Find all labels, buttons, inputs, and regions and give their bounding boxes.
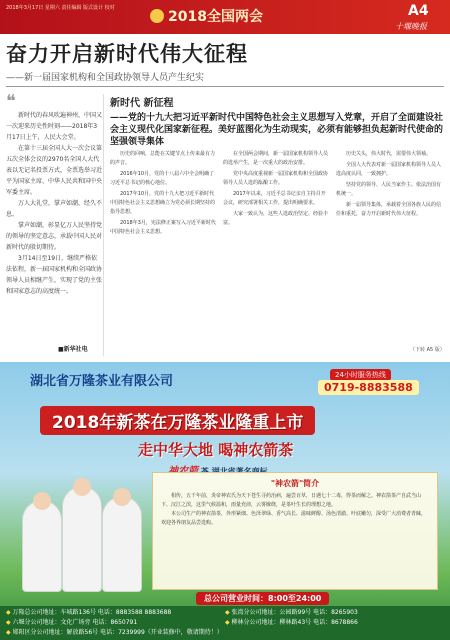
bullet-icon: ◆ [225, 619, 232, 626]
byline: ■新华社电 [58, 346, 88, 353]
article-column [110, 150, 217, 239]
bullet-icon: ◆ [6, 609, 13, 616]
continued-note: （下转 A5 版） [410, 347, 445, 353]
article-column [223, 150, 330, 239]
article-deck: ——党的十九大把习近平新时代中国特色社会主义思想写入党章，开启了全面建设社会主义现代化国家新征程。美好蓝图化为生动现实，必须有能够担负起新时代使命的坚强领导集体 [110, 113, 444, 147]
article-paragraph: 党中央高度重视新一届国家机构和全国政协领导人员人选的酝酿工作。 [223, 171, 329, 186]
hotline-number: 0719-8883588 [318, 380, 419, 395]
intro-paragraph: 本公司生产的神农箭茶，外形紧细、色泽翠绿、香气高长、滋味鲜醇、汤色清澈、叶底嫩匀，深受广大消费者青睐，欢迎各界朋友品尝选购。 [161, 511, 427, 526]
article-paragraph: 2016年10月，党的十八届六中全会明确了习近平总书记的核心地位。 [110, 171, 215, 186]
newspaper-brand: 十堰晚报 [395, 22, 427, 31]
tea-advertisement [0, 362, 450, 640]
article-paragraph: 全国人大代表对新一届国家机构领导人员人选高度认同，一致拥护。 [336, 162, 442, 177]
bullet-icon: ◆ [6, 629, 13, 636]
article-paragraph: 坚持党的领导、人民当家作主、依法治国有机统一。 [336, 182, 442, 197]
page-header [0, 0, 450, 34]
branch-list [0, 606, 450, 640]
person-figure [102, 496, 142, 592]
bullet-icon: ◆ [6, 619, 13, 626]
ad-company-name: 湖北省万隆茶业有限公司 [30, 374, 174, 389]
article-column [336, 150, 443, 239]
branch-item: ◆ 张湾分公司地址：公园路99号 电话：8265903 [225, 609, 358, 616]
article-columns [110, 150, 444, 239]
ad-banner: 2018年新茶在万隆茶业隆重上市 [40, 406, 315, 435]
ad-slogan: 走中华大地 喝神农箭茶 [138, 441, 294, 459]
person-head [73, 478, 91, 496]
business-hours: 总公司营业时间：8:00至24:00 [196, 592, 329, 605]
intro-title: "神农箭"简介 [270, 479, 320, 488]
article-paragraph: 2017年10月，党的十九大把习近平新时代中国特色社会主义思想确立为党必须长期坚持的指导思想。 [110, 191, 216, 215]
section-title: 2018全国两会 [168, 9, 263, 25]
commentary-paragraph: 在第十三届全国人大一次会议第五次全体会议的2970名全国人大代表以无记名投票方式，全票选举习近平为国家主席、中华人民共和国中央军委主席。 [6, 145, 103, 196]
person-figure [62, 486, 102, 592]
main-article [110, 94, 445, 353]
commentary-paragraph: 新时代的春风吹遍神州，中国又一次迎来历史性时刻——2018年3月17日上午，人民大会堂。 [6, 112, 103, 141]
person-figure [22, 500, 62, 592]
article-paragraph: 2018年3月，宪法修正案写入习近平新时代中国特色社会主义思想。 [110, 220, 216, 235]
page-number: A4 [408, 3, 429, 19]
branch-item: ◆ 万隆总公司地址：车城路136号 电话：8883588 8883688 [6, 609, 172, 616]
article-paragraph: 历史关头，伟大时代，需要伟大领袖。 [346, 151, 432, 157]
article-kicker: 新时代 新征程 [110, 98, 174, 109]
intro-paragraph: 相传，五千年前，炎帝神农氏为天下苍生寻药治病，遍尝百草，日遇七十二毒，得茶而解之。神农箭茶产自武当山下、汉江之滨，这里气候温和，雨量充沛，云雾缭绕，是茶叶生长的理想之地。 [161, 493, 422, 508]
commentary-paragraph: 万人大礼堂，掌声如潮，经久不息。 [6, 200, 103, 218]
branch-item: ◆ 六堰分公司地址：文化广场旁 电话：8650791 [6, 619, 138, 626]
lantern-icon [150, 9, 164, 23]
hotline-label: 24小时服务热线 [330, 369, 391, 381]
person-head [33, 492, 51, 510]
commentary-paragraph: 3月14日至19日，继续严格依法依程，新一届国家机构和全国政协领导人员相继产生，实现了党的主张和国家意志的高度统一。 [6, 255, 103, 295]
brand-intro-box [152, 472, 438, 590]
article-paragraph: 2017年以来，习近平总书记亲自主持召开会议，研究部署相关工作，提出明确要求。 [223, 191, 326, 206]
divider [6, 86, 444, 87]
subheadline: ——新一届国家机构和全国政协领导人员产生纪实 [6, 73, 205, 83]
article-paragraph: 大家一致认为，这些人选政治坚定、经验丰富。 [223, 211, 329, 226]
branch-item: ◆ 柳林分公司地址：柳林路43号 电话：8678866 [225, 619, 358, 626]
issue-meta: 2018年3月17日 星期六 责任编辑 版式设计 校对 [6, 5, 115, 11]
person-head [113, 488, 131, 506]
branch-item: ◆ 郧阳区分公司地址：解放路56号 电话：7239999（开业装修中，敬请期待！） [6, 629, 223, 636]
commentary-paragraph: 掌声如潮，彰显亿万人民坚持党的领导的坚定意志，承载中国人民对新时代的殷切期待。 [6, 222, 103, 251]
article-paragraph: 历史的回响，总能在关键节点上传来最有力的声音。 [110, 151, 216, 166]
tea-pickers-image [18, 472, 148, 592]
article-paragraph: 新一届领导集体，承载着全国各族人民的信任和重托，奋力开启新时代伟大征程。 [336, 202, 442, 217]
commentary-column [6, 91, 104, 356]
article-paragraph: 在全国两会期间，新一届国家机构领导人员的选举产生，是一次重大的政治安排。 [223, 151, 329, 166]
headline: 奋力开启新时代伟大征程 [6, 42, 248, 66]
quote-icon: ❝ [6, 91, 16, 112]
bullet-icon: ◆ [225, 609, 232, 616]
